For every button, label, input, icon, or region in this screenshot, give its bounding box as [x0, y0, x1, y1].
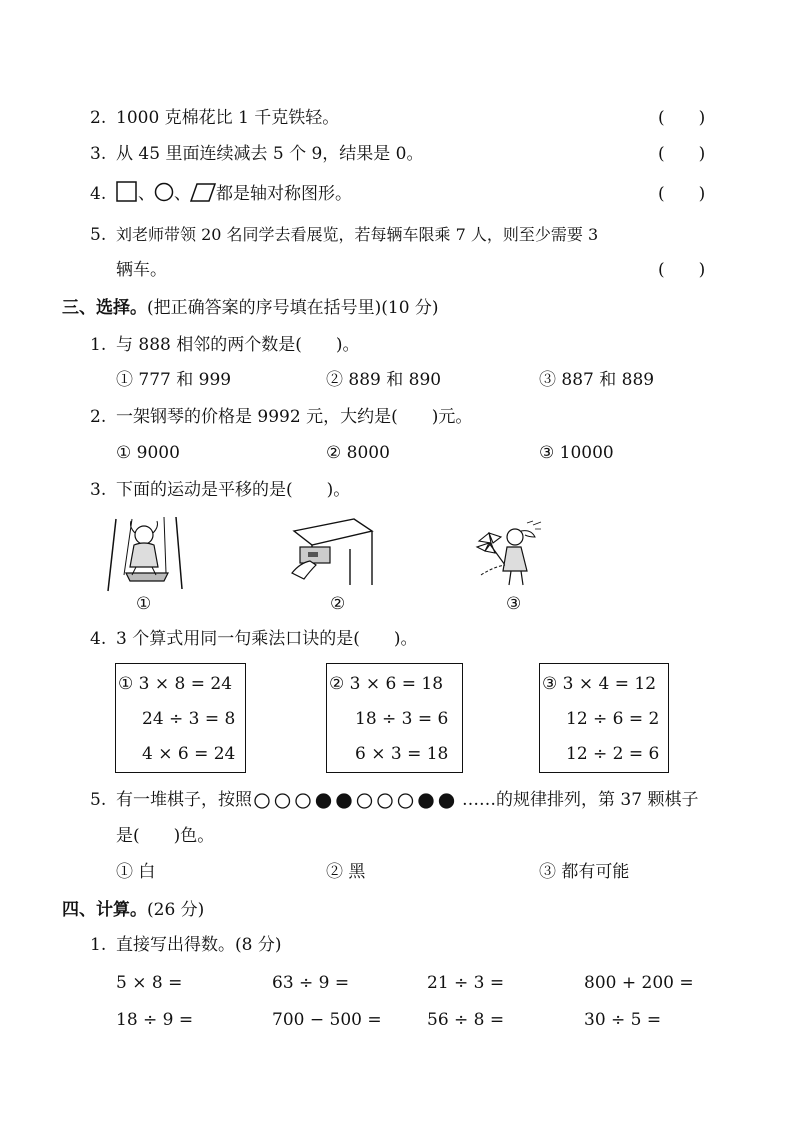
choice-q1-option-1[interactable]: ① 777 和 999	[116, 370, 232, 390]
box2-line3: 6 × 3 = 18	[355, 744, 449, 764]
black-piece-icon	[440, 794, 454, 808]
choice-q1-number: 1.	[90, 335, 107, 355]
section4-title-text: 四、计算。	[62, 900, 147, 920]
choice-q5-option-1[interactable]: ① 白	[116, 862, 156, 882]
judge-q5-answer[interactable]: ( )	[658, 260, 706, 280]
box2-line1: ② 3 × 6 = 18	[329, 674, 444, 694]
choice-q2-option-3[interactable]: ③ 10000	[539, 443, 614, 463]
box1-line3: 4 × 6 = 24	[142, 744, 236, 764]
judge-q3-number: 3.	[90, 144, 107, 164]
judge-q2-text: 1000 克棉花比 1 千克铁轻。	[116, 108, 340, 128]
white-piece-icon	[399, 794, 413, 808]
choice-q3-label-3: ③	[506, 594, 522, 614]
choice-q3-label-1: ①	[136, 594, 152, 614]
choice-q4-number: 4.	[90, 629, 107, 649]
judge-q4-sep1: 、	[138, 184, 155, 204]
choice-q1-option-2[interactable]: ② 889 和 890	[326, 370, 442, 390]
box2-line2: 18 ÷ 3 = 6	[355, 709, 449, 729]
choice-q5-option-3[interactable]: ③ 都有可能	[539, 862, 630, 882]
judge-q2-number: 2.	[90, 108, 107, 128]
choice-q5-line1a: 有一堆棋子，按照	[116, 790, 252, 810]
judge-q4-answer[interactable]: ( )	[658, 184, 706, 204]
calc-r2-c1[interactable]: 18 ÷ 9 =	[116, 1010, 194, 1030]
choice-q2-text: 一架钢琴的价格是 9992 元，大约是( )元。	[116, 407, 473, 427]
black-piece-icon	[337, 794, 351, 808]
calc-q1-number: 1.	[90, 935, 107, 955]
calc-r1-c1[interactable]: 5 × 8 =	[116, 973, 183, 993]
calc-q1-text: 直接写出得数。(8 分)	[116, 935, 282, 955]
calc-r2-c4[interactable]: 30 ÷ 5 =	[584, 1010, 662, 1030]
circle-shape-icon	[154, 182, 174, 202]
white-piece-icon	[296, 794, 310, 808]
calc-r1-c3[interactable]: 21 ÷ 3 =	[427, 973, 505, 993]
drawer-picture-icon	[290, 517, 374, 587]
black-piece-icon	[419, 794, 433, 808]
chess-pattern	[252, 791, 462, 811]
section3-note: (把正确答案的序号填在括号里)(10 分)	[147, 298, 439, 318]
choice-q2-option-1[interactable]: ① 9000	[116, 443, 180, 463]
box1-line1: ① 3 × 8 = 24	[118, 674, 233, 694]
choice-q5-line2: 是( )色。	[116, 826, 215, 846]
calc-r2-c3[interactable]: 56 ÷ 8 =	[427, 1010, 505, 1030]
section4-note: (26 分)	[147, 900, 205, 920]
box3-line1: ③ 3 × 4 = 12	[542, 674, 657, 694]
section3-title-text: 三、选择。	[62, 298, 147, 318]
judge-q3-answer[interactable]: ( )	[658, 144, 706, 164]
choice-q5-option-2[interactable]: ② 黑	[326, 862, 366, 882]
box3-line3: 12 ÷ 2 = 6	[566, 744, 660, 764]
judge-q3-text: 从 45 里面连续减去 5 个 9，结果是 0。	[116, 144, 424, 164]
choice-q1-text: 与 888 相邻的两个数是( )。	[116, 335, 360, 355]
choice-q2-option-2[interactable]: ② 8000	[326, 443, 390, 463]
white-piece-icon	[378, 794, 392, 808]
choice-q3-number: 3.	[90, 480, 107, 500]
choice-q3-text: 下面的运动是平移的是( )。	[116, 480, 351, 500]
choice-q5-line1b: ……的规律排列，第 37 颗棋子	[462, 790, 699, 810]
choice-q1-option-3[interactable]: ③ 887 和 889	[539, 370, 655, 390]
box3-line2: 12 ÷ 6 = 2	[566, 709, 660, 729]
choice-q5-number: 5.	[90, 790, 107, 810]
white-piece-icon	[255, 794, 269, 808]
judge-q4-number: 4.	[90, 184, 107, 204]
white-piece-icon	[358, 794, 372, 808]
judge-q5-line1: 刘老师带领 20 名同学去看展览，若每辆车限乘 7 人，则至少需要 3	[116, 225, 599, 244]
judge-q2-answer[interactable]: ( )	[658, 108, 706, 128]
choice-q2-number: 2.	[90, 407, 107, 427]
calc-r2-c2[interactable]: 700 − 500 =	[272, 1010, 382, 1030]
choice-q3-label-2: ②	[330, 594, 346, 614]
calc-r1-c4[interactable]: 800 + 200 =	[584, 973, 694, 993]
swing-picture-icon	[104, 515, 184, 593]
parallelogram-shape-icon	[190, 183, 216, 203]
judge-q5-number: 5.	[90, 225, 107, 245]
judge-q4-sep2: 、	[174, 184, 191, 204]
judge-q4-text: 都是轴对称图形。	[216, 184, 352, 204]
section3-title	[62, 300, 439, 317]
square-shape-icon	[116, 181, 138, 203]
pinwheel-picture-icon	[475, 515, 547, 589]
black-piece-icon	[317, 794, 331, 808]
judge-q5-line2: 辆车。	[116, 260, 167, 280]
white-piece-icon	[276, 794, 290, 808]
calc-r1-c2[interactable]: 63 ÷ 9 =	[272, 973, 350, 993]
box1-line2: 24 ÷ 3 = 8	[142, 709, 236, 729]
choice-q4-text: 3 个算式用同一句乘法口诀的是( )。	[116, 629, 418, 649]
section4-title	[62, 902, 204, 919]
